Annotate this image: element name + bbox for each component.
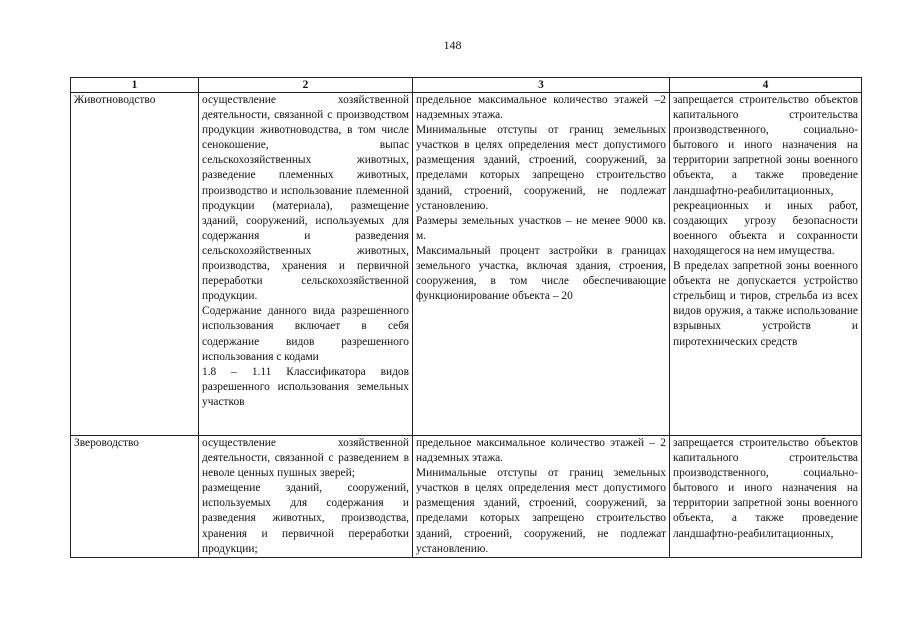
paragraph: Размеры земельных участков – не менее 9000 кв. м. — [416, 214, 666, 242]
paragraph: запрещается строительство объектов капитального строительства производственного, социально-бытового и иного назначения на территории запретной зоны военного объекта, а также проведение ландшафтно-реабилитационных, рекреационных и иных работ, создающих угрозу безопасности военного объекта и сохранности находящегося на нем имущества. — [673, 94, 858, 257]
paragraph: В пределах запретной зоны военного объекта не допускается устройство стрельбищ и тиров, стрельба из всех видов оружия, а также использование взрывных устройств и пиротехнических средств — [673, 260, 858, 348]
parameters-cell — [413, 93, 670, 436]
table-row-fur-farming — [71, 436, 862, 558]
land-use-table — [70, 77, 862, 558]
parameters-cell — [413, 436, 670, 558]
paragraph: Минимальные отступы от границ земельных участков в целях определения мест допустимого размещения зданий, строений, сооружений, за пределами которых запрещено строительство зданий, строений, сооружений, не подлежат установлению. — [416, 124, 666, 212]
restrictions-cell — [670, 436, 862, 558]
paragraph: Максимальный процент застройки в границах земельного участка, включая здания, строения, сооружения, в том числе обеспечивающие функционирование объекта – 20 — [416, 244, 666, 303]
paragraph: 1.8 – 1.11 Классификатора видов разрешенного использования земельных участков — [202, 365, 409, 408]
paragraph: предельное максимальное количество этажей –2 надземных этажа. — [416, 94, 666, 122]
column-header: 2 — [199, 78, 413, 93]
restrictions-cell — [670, 93, 862, 436]
use-type-cell: Звероводство — [71, 436, 199, 558]
paragraph: размещение зданий, сооружений, используемых для содержания и разведения животных, производства, хранения и первичной переработки продукции; — [202, 482, 409, 555]
paragraph: Содержание данного вида разрешенного использования включает в себя содержание видов разрешенного использования с кодами — [202, 305, 409, 363]
paragraph: осуществление хозяйственной деятельности, связанной с производством продукции животноводства, в том числе сенокошение, выпас сельскохозяйственных животных, разведение племенных животных, производство и использование племенной продукции (материала), размещение зданий, сооружений, используемых для содержания и разведения сельскохозяйственных животных, производства, хранения и первичной переработки сельскохозяйственной продукции. — [202, 94, 409, 303]
page-number: 148 — [443, 38, 462, 52]
table-row-livestock — [71, 93, 862, 436]
use-description-cell — [199, 93, 413, 436]
table-header-row — [71, 78, 862, 93]
column-header: 3 — [413, 78, 670, 93]
paragraph: запрещается строительство объектов капитального строительства производственного, социально-бытового и иного назначения на территории запретной зоны военного объекта, а также проведение ландшафтно-реабилитационных, — [673, 437, 858, 540]
use-description-cell — [199, 436, 413, 558]
paragraph: осуществление хозяйственной деятельности, связанной с разведением в неволе ценных пушных зверей; — [202, 437, 409, 480]
paragraph: предельное максимальное количество этажей – 2 надземных этажа. — [416, 437, 666, 465]
use-type-cell: Животноводство — [71, 93, 199, 436]
paragraph: Минимальные отступы от границ земельных участков в целях определения мест допустимого размещения зданий, строений, сооружений, за пределами которых запрещено строительство зданий, строений, сооружений, не подлежат установлению. — [416, 467, 666, 555]
column-header: 1 — [71, 78, 199, 93]
column-header: 4 — [670, 78, 862, 93]
